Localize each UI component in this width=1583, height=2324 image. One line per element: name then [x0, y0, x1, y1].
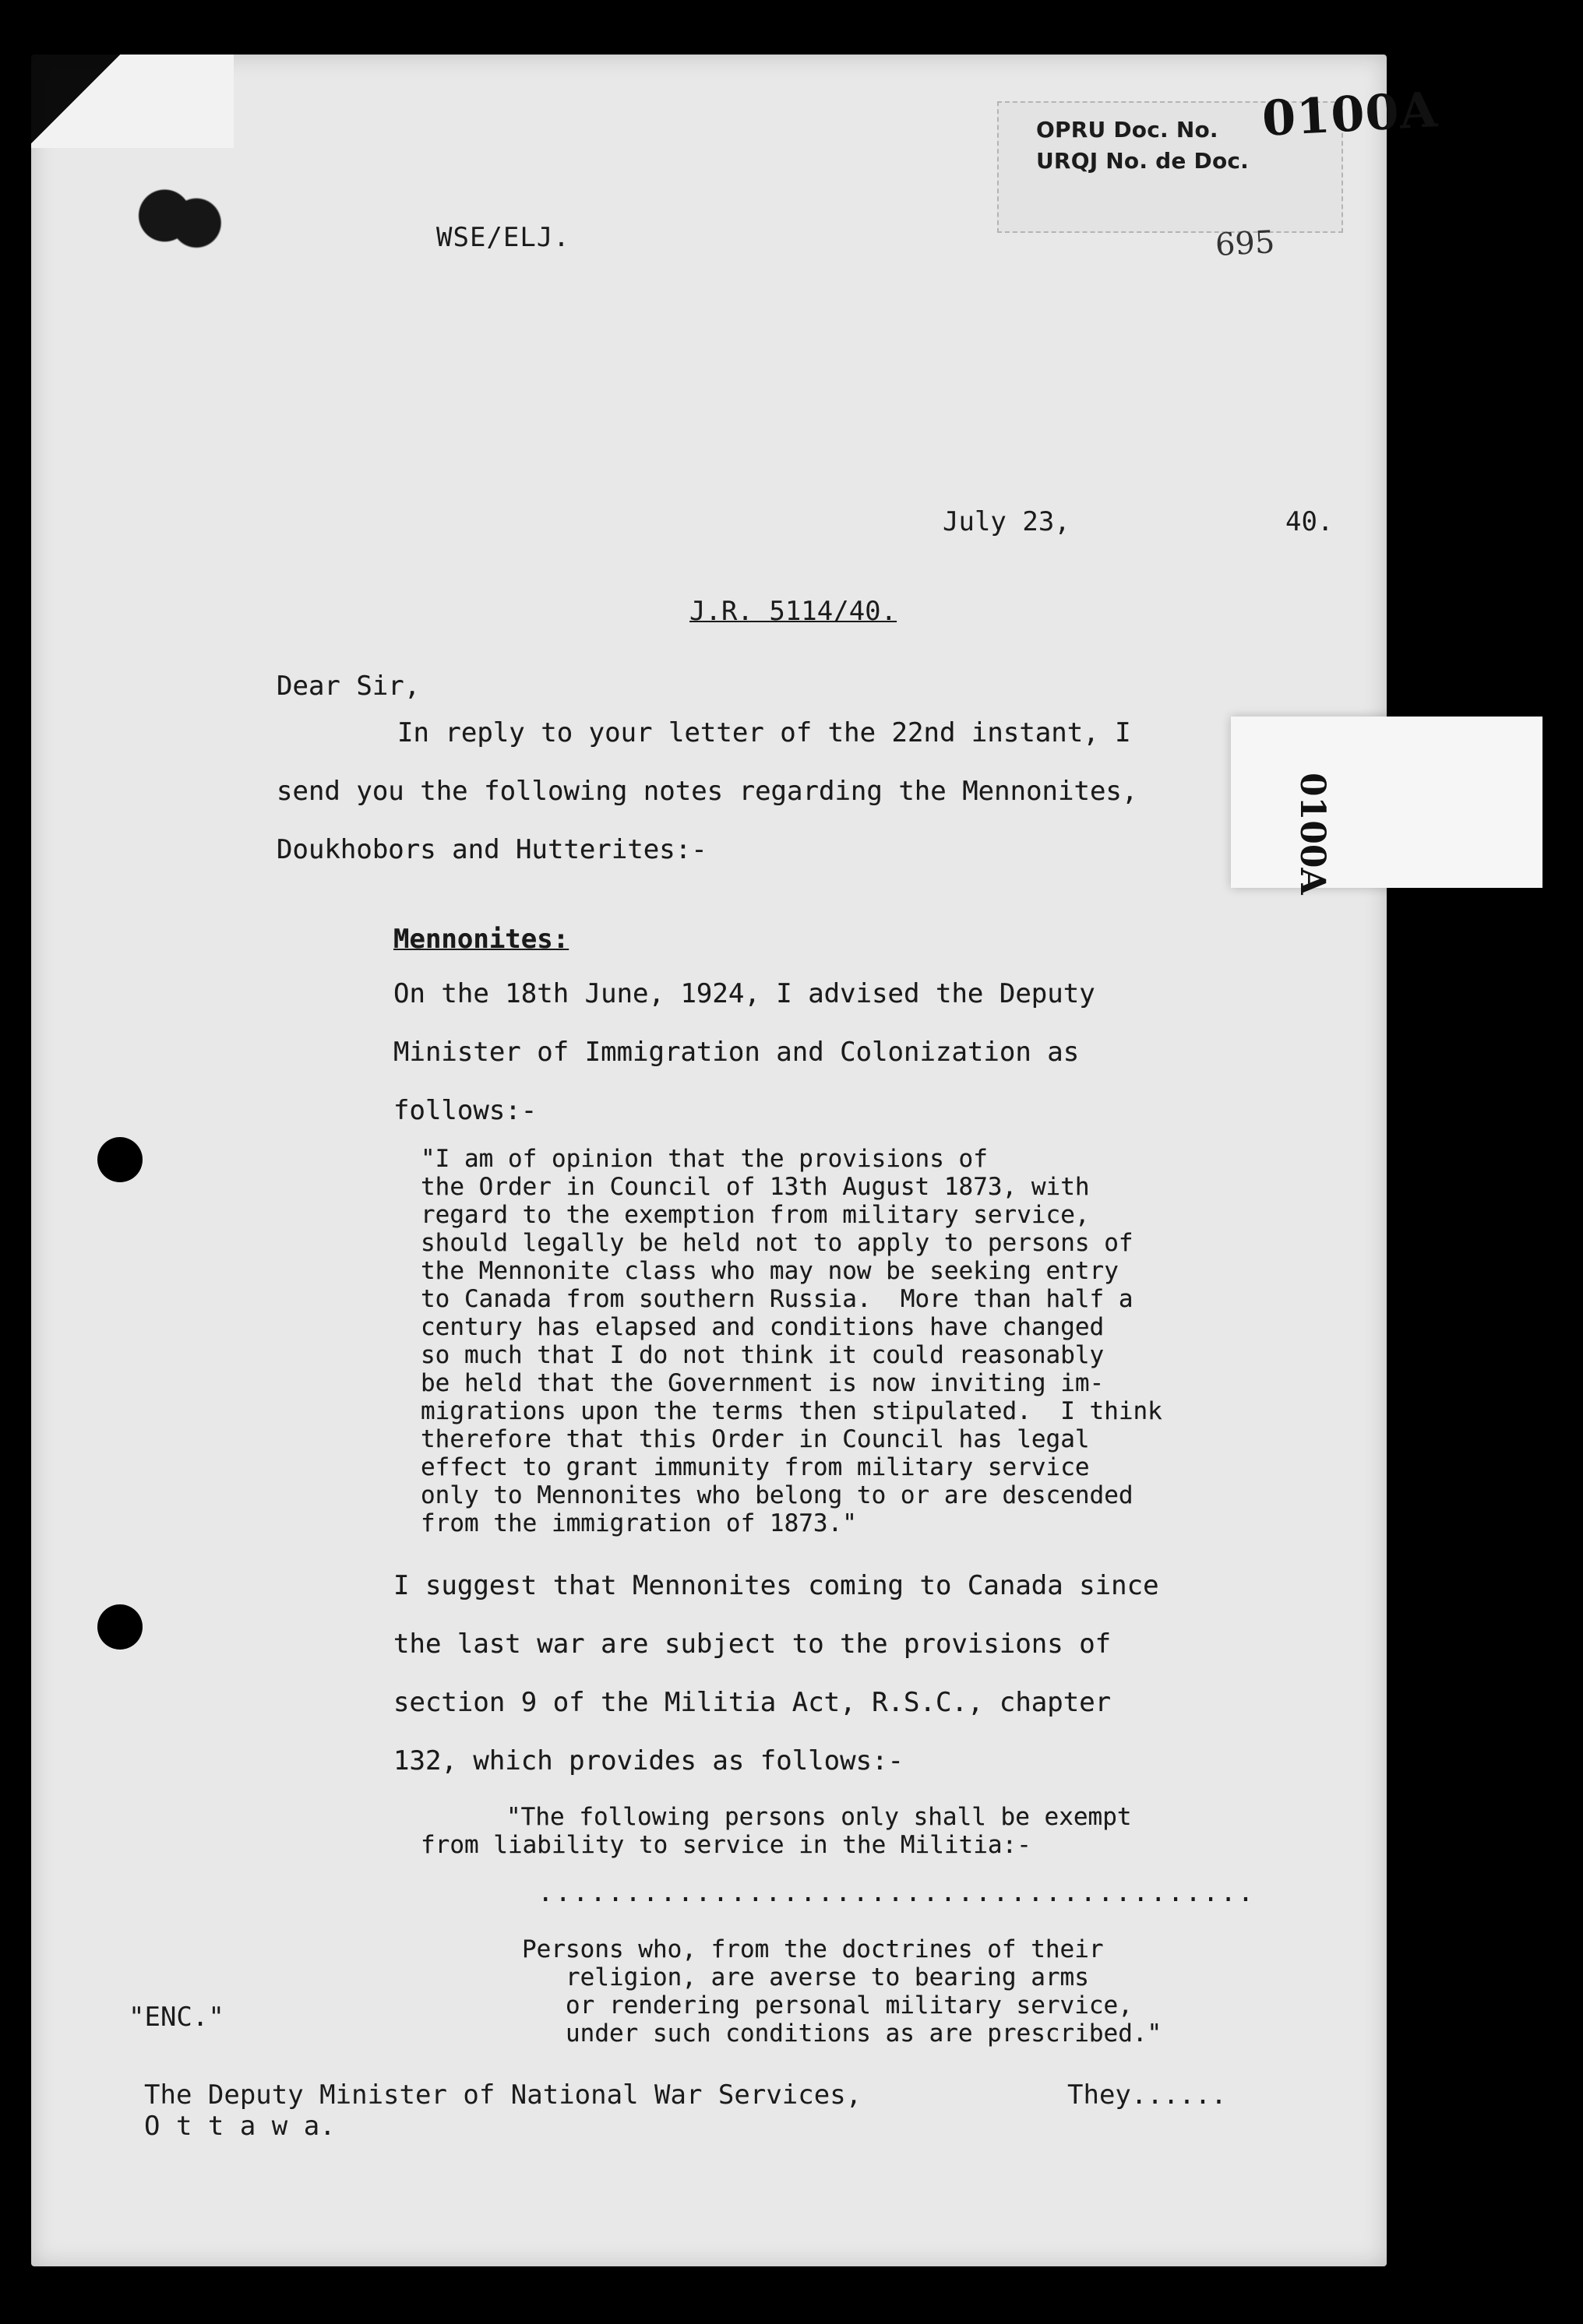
quote-1-line-13: only to Mennonites who belong to or are descended — [421, 1481, 1133, 1509]
quote-2-line-2: from liability to service in the Militia:- — [421, 1831, 1031, 1859]
sender-initials: WSE/ELJ. — [436, 222, 570, 253]
stamp-line-2: URQJ No. de Doc. — [1036, 148, 1250, 174]
suggestion-line-3: section 9 of the Militia Act, R.S.C., chapter — [393, 1687, 1112, 1718]
ellipsis-line: ......................................... — [538, 1877, 1256, 1908]
quote-1-line-4: should legally be held not to apply to persons of — [421, 1229, 1133, 1257]
punch-hole-bottom — [97, 1604, 143, 1650]
addressee-block — [144, 2079, 862, 2142]
letter-year: 40. — [1285, 506, 1334, 537]
quote-3-line-4: under such conditions as are prescribed." — [522, 2019, 1162, 2048]
quote-1-line-1: "I am of opinion that the provisions of — [421, 1145, 988, 1173]
quote-1-line-11: therefore that this Order in Council has legal — [421, 1425, 1090, 1453]
side-tab — [1231, 717, 1542, 895]
quote-1-line-14: from the immigration of 1873." — [421, 1509, 857, 1537]
handwritten-document-number: 0100A — [1260, 81, 1440, 147]
suggestion-line-2: the last war are subject to the provisions of — [393, 1629, 1112, 1660]
letter-page — [31, 55, 1440, 2266]
file-reference: J.R. 5114/40. — [689, 596, 897, 627]
suggestion-line-1: I suggest that Mennonites coming to Canada since — [393, 1570, 1159, 1601]
intro-line-3: Doukhobors and Hutterites:- — [277, 834, 707, 865]
addressee-line-2: O t t a w a. — [144, 2111, 336, 2142]
section-heading-mennonites: Mennonites: — [393, 924, 569, 955]
section-intro-line-3: follows:- — [393, 1095, 538, 1126]
intro-line-2: send you the following notes regarding the Mennonites, — [277, 776, 1138, 807]
letter-date: July 23, — [943, 506, 1070, 537]
handwritten-page-number: 695 — [1214, 224, 1276, 263]
quote-3-line-1: Persons who, from the doctrines of their — [522, 1935, 1104, 1963]
quote-1-line-2: the Order in Council of 13th August 1873, with — [421, 1173, 1090, 1201]
side-tab-label: 0100A — [1292, 773, 1332, 895]
quote-3-line-2: religion, are averse to bearing arms — [522, 1963, 1089, 1991]
enclosure-marker: "ENC." — [129, 2002, 224, 2033]
stamp-line-1: OPRU Doc. No. — [1036, 117, 1218, 143]
section-intro-line-1: On the 18th June, 1924, I advised the Deputy — [393, 978, 1095, 1009]
section-intro-line-2: Minister of Immigration and Colonization as — [393, 1037, 1080, 1068]
ink-blot — [120, 172, 231, 263]
suggestion-line-4: 132, which provides as follows:- — [393, 1745, 904, 1776]
punch-hole-top — [97, 1137, 143, 1182]
continued-indicator: They...... — [1067, 2079, 1227, 2111]
salutation: Dear Sir, — [277, 671, 421, 702]
quote-2-line-1: "The following persons only shall be exempt — [506, 1803, 1132, 1831]
quote-1-line-9: be held that the Government is now inviting im- — [421, 1369, 1105, 1397]
quote-1-line-10: migrations upon the terms then stipulated. I think — [421, 1397, 1162, 1425]
quote-1-line-7: century has elapsed and conditions have changed — [421, 1313, 1105, 1341]
intro-line-1: In reply to your letter of the 22nd instant, I — [397, 717, 1131, 748]
quote-1-line-8: so much that I do not think it could reasonably — [421, 1341, 1105, 1369]
quote-1-line-12: effect to grant immunity from military service — [421, 1453, 1090, 1481]
quote-1-line-5: the Mennonite class who may now be seeking entry — [421, 1257, 1119, 1285]
quote-1-line-6: to Canada from southern Russia. More than half a — [421, 1285, 1133, 1313]
quote-1-line-3: regard to the exemption from military service, — [421, 1201, 1090, 1229]
quote-3-line-3: or rendering personal military service, — [522, 1991, 1133, 2019]
addressee-line-1: The Deputy Minister of National War Services, — [144, 2079, 862, 2111]
folded-corner — [31, 55, 234, 148]
